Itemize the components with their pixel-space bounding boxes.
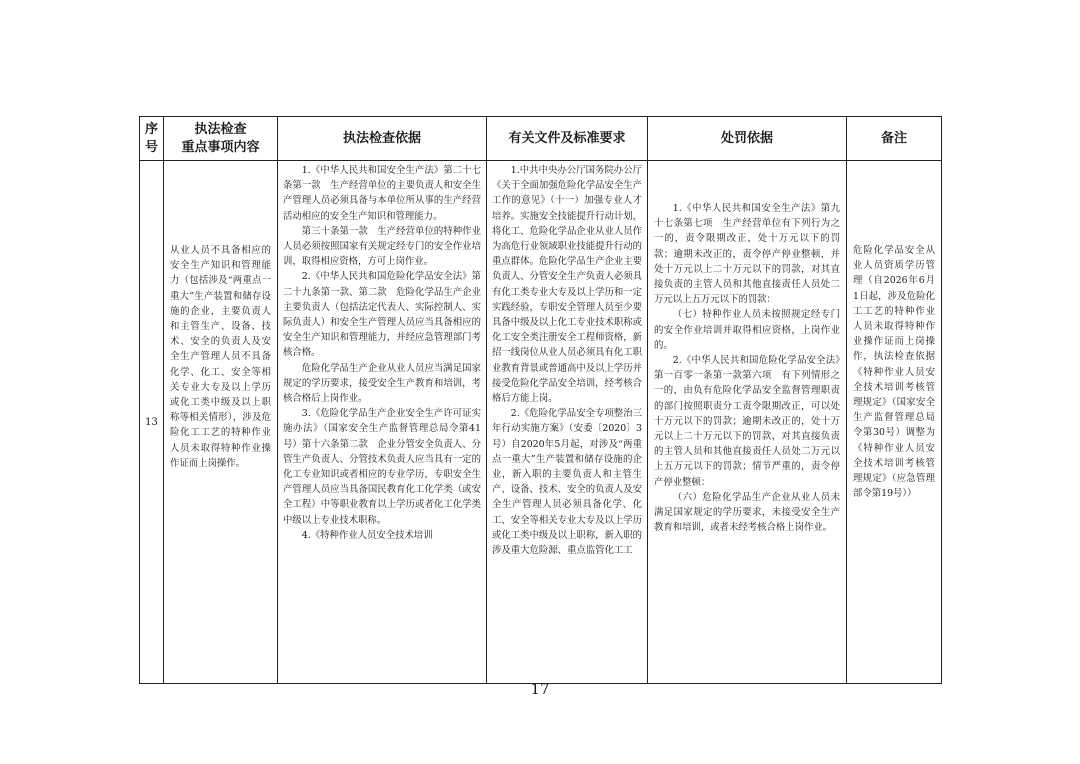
header-basis-text: 执法检查依据 <box>342 130 421 146</box>
header-index <box>140 117 164 161</box>
table-row <box>140 161 942 684</box>
header-notes-text: 备注 <box>880 130 907 146</box>
row-items-cell <box>164 161 278 684</box>
basis-paragraph: 危险化学品生产企业从业人员应当满足国家规定的学历要求，接受安全生产教育和培训，考核合格后上岗作业。 <box>283 362 481 405</box>
header-penalty-basis <box>648 117 847 161</box>
inspection-table <box>139 116 942 684</box>
header-documents-standards <box>487 117 648 161</box>
basis-paragraph: 4.《特种作业人员安全技术培训 <box>301 529 433 541</box>
row-penalty-cell <box>648 161 847 684</box>
header-notes <box>847 117 942 161</box>
penalty-paragraph: （六）危险化学品生产企业从业人员未满足国家规定的学历要求，未接受安全生产教育和培训，或者未经考核合格上岗作业。 <box>654 491 840 534</box>
penalty-paragraph: 2.《中华人民共和国危险化学品安全法》第一百零一条第一款第六项 有下列情形之一的，由负有危险化学品安全监督管理职责的部门按照职责分工责令限期改正，可以处十万元以下的罚款；逾期未改正的，处十万元以上二十万元以下的罚款，对其直接负责的主管人员和其他直接责任人员处二万元以上五万元以下的罚款；情节严重的，责令停产停业整顿： <box>654 355 840 488</box>
header-index-text: 序 号 <box>144 121 158 155</box>
row-index-cell <box>140 161 164 684</box>
docs-paragraph: 1.中共中央办公厅国务院办公厅《关于全面加强危险化学品安全生产工作的意见》（十一）加强专业人才培养。实施安全技能提升行动计划，将化工、危险化学品企业从业人员作为高危行业领域职业技能提升行动的重点群体。危险化学品生产企业主要负责人、分管安全生产负责人必须具有化工类专业大专及以上学历和一定实践经验，专职安全管理人员至少要具备中级及以上化工专业技术职称或化工安全类注册安全工程师资格，新招一线岗位从业人员必须具有化工职业教育背景或普通高中及以上学历并接受危险化学品安全培训，经考核合格后方能上岗。 <box>492 165 643 405</box>
row-notes-text: 危险化学品安全从业人员资质学历管理（自2026年6月1日起，涉及危险化工工艺的特种作业人员未取得特种作业操作证而上岗操作，执法检查依据《特种作业人员安全技术培训考核管理规定》（国家安全生产监督管理总局令第30号）调整为《特种作业人员安全技术培训考核管理规定》（应急管理部令第19号）） <box>853 245 935 500</box>
basis-paragraph: 1.《中华人民共和国安全生产法》第二十七条第一款 生产经营单位的主要负责人和安全生产管理人员必须具备与本单位所从事的生产经营活动相应的安全生产知识和管理能力。 <box>283 165 481 222</box>
page-number: 17 <box>530 680 550 698</box>
row-items-text: 从业人员不具备相应的安全生产知识和管理能力（包括涉及“两重点一重大”生产装置和储存设施的企业，主要负责人和主管生产、设备、技术、安全的负责人及安全生产管理人员不具备化学、化工、安全等相关专业大专及以上学历或化工类中级及以上职称等相关情形），涉及危险化工工艺的特种作业人员未取得特种作业操作证而上岗操作。 <box>170 245 271 469</box>
header-inspection-basis <box>278 117 487 161</box>
basis-paragraph: 3.《危险化学品生产企业安全生产许可证实施办法》（国家安全生产监督管理总局令第41号）第十六条第二款 企业分管安全负责人、分管生产负责人、分管技术负责人应当具有一定的化工专业知识或者相应的专业学历，专职安全生产管理人员应当具备国民教育化工化学类（或安全工程）中等职业教育以上学历或者化工化学类中级以上专业技术职称。 <box>283 408 481 526</box>
table-header-row <box>140 117 942 161</box>
header-items-text: 执法检查 重点事项内容 <box>181 121 260 155</box>
row-basis-cell <box>278 161 487 684</box>
header-docs-text: 有关文件及标准要求 <box>508 130 626 146</box>
penalty-paragraph: 1.《中华人民共和国安全生产法》第九十七条第七项 生产经营单位有下列行为之一的，责令限期改正，处十万元以下的罚款；逾期未改正的，责令停产停业整顿，并处十万元以上二十万元以下的罚款，对其直接负责的主管人员和其他直接责任人员处二万元以上五万元以下的罚款： <box>654 203 840 306</box>
row-notes-cell <box>847 161 942 684</box>
row-index: 13 <box>145 416 158 428</box>
penalty-paragraph: （七）特种作业人员未按照规定经专门的安全作业培训并取得相应资格，上岗作业的。 <box>654 309 840 351</box>
docs-paragraph: 2.《危险化学品安全专项整治三年行动实施方案》（安委〔2020〕3号）自2020年5月起，对涉及“两重点一重大”生产装置和储存设施的企业，新入职的主要负责人和主管生产、设备、技术、安全的负责人及安全生产管理人员必须具备化学、化工、安全等相关专业大专及以上学历或化工类中级及以上职称，新入职的涉及重大危险源、重点监管化工工 <box>492 408 643 557</box>
header-penalty-text: 处罚依据 <box>720 130 773 146</box>
header-inspection-items <box>164 117 278 161</box>
basis-paragraph: 第三十条第一款 生产经营单位的特种作业人员必须按照国家有关规定经专门的安全作业培训，取得相应资格，方可上岗作业。 <box>283 225 481 268</box>
basis-paragraph: 2.《中华人民共和国危险化学品安全法》第二十九条第一款、第二款 危险化学品生产企业主要负责人（包括法定代表人、实际控制人、实际负责人）和安全生产管理人员应当具备相应的安全生产知识和管理能力，并经应急管理部门考核合格。 <box>283 271 481 359</box>
row-docs-cell <box>487 161 648 684</box>
